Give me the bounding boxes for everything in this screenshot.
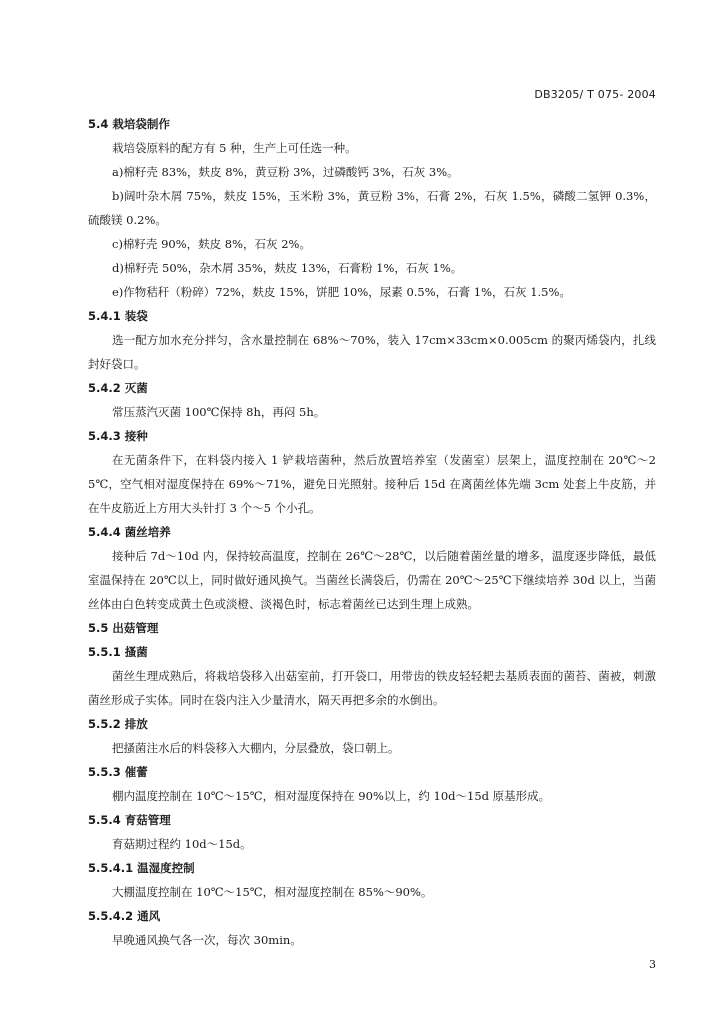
paragraph: 栽培袋原料的配方有 5 种，生产上可任选一种。 [112, 141, 357, 155]
paragraph: a)棉籽壳 83%，麸皮 8%，黄豆粉 3%，过磷酸钙 3%，石灰 3%。 [112, 165, 459, 179]
section-heading: 5.5.1 搔菌 [88, 645, 148, 659]
paragraph: 在无菌条件下，在料袋内接入 1 铲栽培菌种，然后放置培养室（发菌室）层架上，温度控制在 20℃～25℃，空气相对湿度保持在 69%～71%，避免日光照射。接种后 15d 在离菌丝体先端 3cm 处套上牛皮筋，并在牛皮筋近上方用大头针打 3 个～5 个小孔。 [88, 453, 656, 515]
section-heading: 5.5.4.2 通风 [88, 909, 161, 923]
paragraph: 育菇期过程约 10d～15d。 [112, 837, 252, 851]
section-heading: 5.4.2 灭菌 [88, 381, 148, 395]
page-number: 3 [649, 958, 656, 971]
paragraph: d)棉籽壳 50%，杂木屑 35%，麸皮 13%，石膏粉 1%，石灰 1%。 [112, 261, 463, 275]
paragraph: 接种后 7d～10d 内，保持较高温度，控制在 26℃～28℃，以后随着菌丝量的增多，温度逐步降低，最低室温保持在 20℃以上，同时做好通风换气。当菌丝长满袋后，仍需在 20℃～25℃下继续培养 30d 以上，当菌丝体由白色转变成黄土色或淡橙、淡褐色时，标志着菌丝已达到生理上成熟。 [88, 549, 656, 611]
paragraph: 选一配方加水充分拌匀，含水量控制在 68%～70%，装入 17cm×33cm×0.005cm 的聚丙烯袋内，扎线封好袋口。 [88, 333, 656, 371]
paragraph: 把搔菌注水后的料袋移入大棚内，分层叠放，袋口朝上。 [112, 741, 400, 755]
section-heading: 5.4.1 装袋 [88, 309, 148, 323]
section-heading: 5.5.4.1 温湿度控制 [88, 861, 195, 875]
paragraph: 早晚通风换气各一次，每次 30min。 [112, 933, 302, 947]
section-heading: 5.5 出菇管理 [88, 621, 159, 635]
section-heading: 5.5.4 育菇管理 [88, 813, 171, 827]
paragraph: 常压蒸汽灭菌 100℃保持 8h，再闷 5h。 [112, 405, 326, 419]
document-body [88, 112, 656, 952]
paragraph: e)作物秸秆（粉碎）72%，麸皮 15%，饼肥 10%，尿素 0.5%，石膏 1%，石灰 1.5%。 [112, 285, 571, 299]
section-heading: 5.5.3 催蕾 [88, 765, 148, 779]
paragraph: 大棚温度控制在 10℃～15℃，相对湿度控制在 85%～90%。 [112, 885, 433, 899]
standard-code: DB3205/ T 075- 2004 [534, 88, 656, 101]
paragraph: c)棉籽壳 90%，麸皮 8%，石灰 2%。 [112, 237, 311, 251]
paragraph: b)阔叶杂木屑 75%，麸皮 15%，玉米粉 3%，黄豆粉 3%，石膏 2%，石灰 1.5%，磷酸二氢钾 0.3%，硫酸镁 0.2%。 [88, 189, 656, 227]
paragraph: 菌丝生理成熟后，将栽培袋移入出菇室前，打开袋口，用带齿的铁皮轻轻耙去基质表面的菌苔、菌被，刺激菌丝形成子实体。同时在袋内注入少量清水，隔天再把多余的水倒出。 [88, 669, 656, 707]
section-heading: 5.4.3 接种 [88, 429, 148, 443]
section-heading: 5.5.2 排放 [88, 717, 148, 731]
section-heading: 5.4.4 菌丝培养 [88, 525, 171, 539]
section-heading: 5.4 栽培袋制作 [88, 117, 170, 131]
paragraph: 棚内温度控制在 10℃～15℃，相对湿度保持在 90%以上，约 10d～15d 原基形成。 [112, 789, 551, 803]
